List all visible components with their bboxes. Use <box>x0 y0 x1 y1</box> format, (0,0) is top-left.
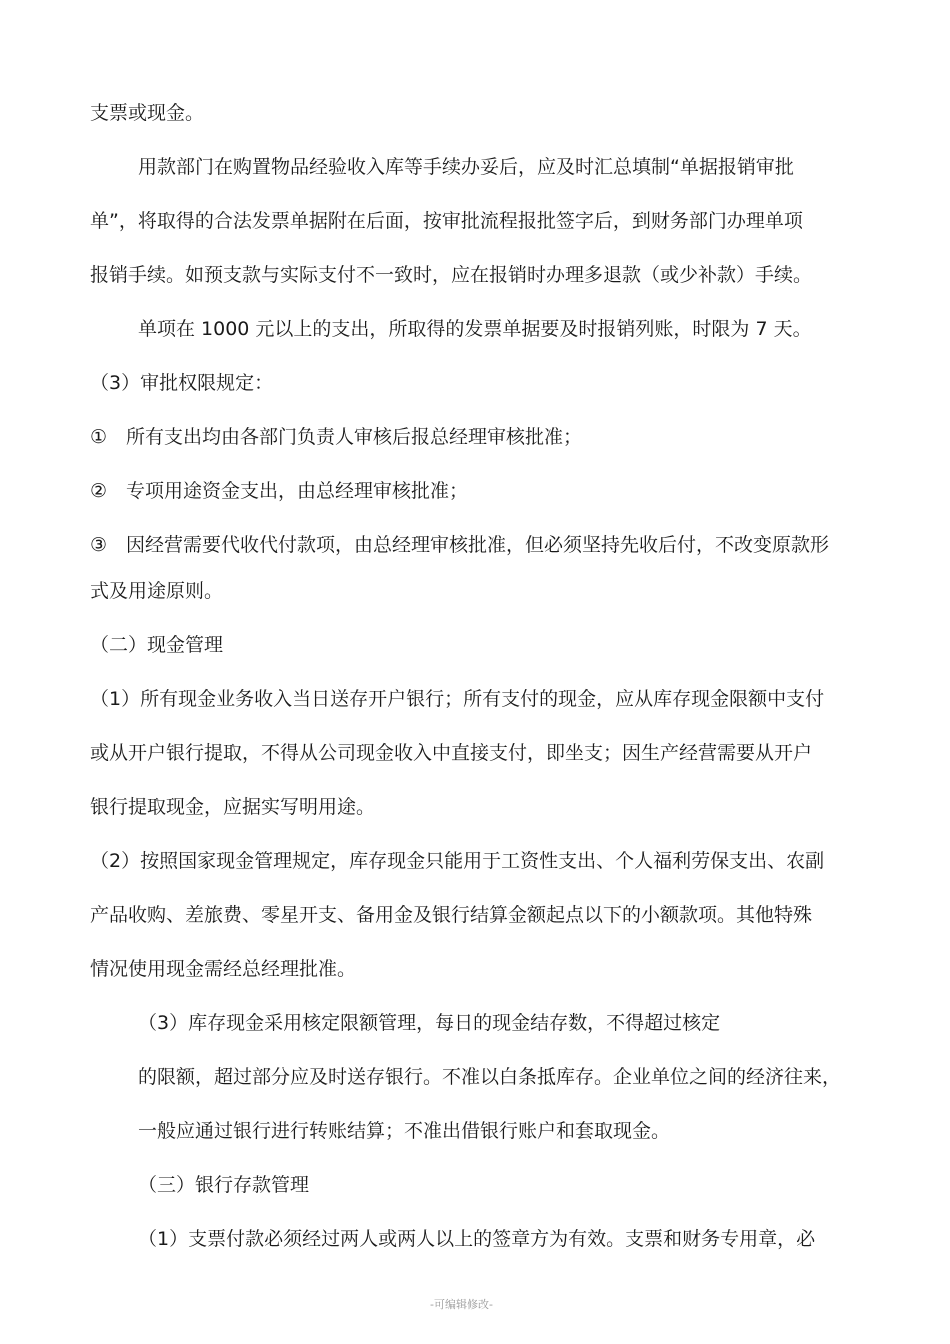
text-line: 支票或现金。 <box>90 102 205 124</box>
text-line: 单”，将取得的合法发票单据附在后面，按审批流程报批签字后，到财务部门办理单项 <box>90 210 803 232</box>
list-item: ① 所有支出均由各部门负责人审核后报总经理审核批准； <box>90 426 583 448</box>
section-heading: （二）现金管理 <box>90 634 224 656</box>
text-line: 单项在 1000 元以上的支出，所取得的发票单据要及时报销列账，时限为 7 天。 <box>138 318 812 340</box>
list-item: ③ 因经营需要代收代付款项，由总经理审核批准，但必须坚持先收后付，不改变原款形 <box>90 534 830 556</box>
text-line: （1）支票付款必须经过两人或两人以上的签章方为有效。支票和财务专用章，必 <box>138 1228 816 1250</box>
text-line: （3）库存现金采用核定限额管理，每日的现金结存数，不得超过核定 <box>138 1012 721 1034</box>
text-line: 一般应通过银行进行转账结算；不准出借银行账户和套取现金。 <box>138 1120 671 1142</box>
text-line: 用款部门在购置物品经验收入库等手续办妥后，应及时汇总填制“单据报销审批 <box>138 156 794 178</box>
text-line: 情况使用现金需经总经理批准。 <box>90 958 357 980</box>
section-heading: （3）审批权限规定： <box>90 372 274 394</box>
text-line: 式及用途原则。 <box>90 580 224 602</box>
text-line: 的限额，超过部分应及时送存银行。不准以白条抵库存。企业单位之间的经济往来， <box>138 1066 842 1088</box>
text-line: （1）所有现金业务收入当日送存开户银行；所有支付的现金，应从库存现金限额中支付 <box>90 688 825 710</box>
text-line: 报销手续。如预支款与实际支付不一致时，应在报销时办理多退款（或少补款）手续。 <box>90 264 813 286</box>
text-line: 或从开户银行提取，不得从公司现金收入中直接支付，即坐支；因生产经营需要从开户 <box>90 742 813 764</box>
text-line: 银行提取现金，应据实写明用途。 <box>90 796 376 818</box>
section-heading: （三）银行存款管理 <box>138 1174 310 1196</box>
list-item: ② 专项用途资金支出，由总经理审核批准； <box>90 480 469 502</box>
text-line: （2）按照国家现金管理规定，库存现金只能用于工资性支出、个人福利劳保支出、农副 <box>90 850 825 872</box>
text-line: 产品收购、差旅费、零星开支、备用金及银行结算金额起点以下的小额款项。其他特殊 <box>90 904 813 926</box>
page-footer: -可编辑修改- <box>430 1298 493 1311</box>
